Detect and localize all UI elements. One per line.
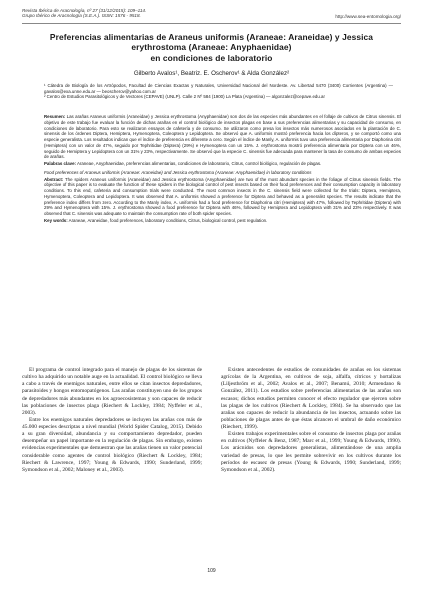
english-title: Food preferences of Araneus uniformis (Araneae: Araneidae) and Jessica erythrostoma (Araneae: Anyphaenidae) in laboratory conditions [44,169,312,175]
abstract-heading: Abstract: [44,176,64,182]
abstract-text: The spiders Araneus uniformis (Araneidae) and Jessica erythrostoma (Anyphaenidae) are two of the most abundant species in the foliage of Citrus sinensis fields. The objective of this paper is to evaluate the function of these spiders in the biological control of pest insects based on their food preferences and their consumption capacity in laboratory conditions. To this end, cafeteria and consumption trials were conducted. The most common insects in the C. sinensis field were collected for the trials: Diptera, Hemiptera, Hymenoptera, Coleoptera and Lepidoptera. It was observed that A. uniformis showed a preference for Diptera and behaved as a generalist species. The results indicate that the preference index differs from zero. According to the Manly index, A. uniformis had a food preference for Diaphorina citri (Hemiptera) with 47%, followed by Tephritidae (Diptera) with 29% and Hymenoptera with 15%. J. erythrostoma showed a food preference for Diptera with 46%, followed by Hemiptera and Lepidoptera with 31% and 23% respectively. It was observed that C. sinensis was adequate to maintain the consumption rate of both spider species. [44,176,402,216]
resumen-heading: Resumen: [44,114,66,119]
keywords-text: Araneae, Araneidae, food preferences, laboratory conditions, Citrus, biological control, pest regulation. [68,217,268,223]
page-number: 109 [207,568,216,574]
author-list: Gilberto Avalos¹, Beatriz. E. Oscherov¹ & Alda González² [133,70,290,77]
journal-line-2: Grupo Ibérico de Aracnología (S.E.A.). ISSN: 1576 - 9518. [22,13,141,19]
palabras-clave-text: Araneae, Anyphaenidae, preferencias alimentarias, condiciones de laboratorio, Citrus, control biológico, regulación de plagas. [76,161,322,166]
journal-url[interactable]: http://www.sea-entomologia.org/ [335,14,401,19]
palabras-clave-heading: Palabras clave: [44,161,76,166]
keywords-paragraph [44,218,401,224]
body-column-right [221,367,401,474]
body-paragraph: Existen trabajos experimentales sobre el consumo de insectos plaga por arañas en cultivos (Nyffeler & Benz, 1987; Marc et al., 1999; Young & Edwards, 1990). Los arácnidos son depredadores generalistas, alimentándose de una amplia variedad de presas, lo que les permite sobrevivir en los cultivos durante los períodos de escasez de presas (Young & Edwards, 1990; Sunderland, 1999; Symondson et al., 2002). [221,431,401,473]
affiliations [44,83,393,100]
body-column-left [22,367,202,474]
body-paragraph: Existen antecedentes de estudios de comunidades de arañas en los sistemas agrícolas de la Argentina, en cultivos de soja, alfalfa, cítricos y hortalizas (Liljesthröm et al., 2002; Avalos et al., 2007; Benamú, 2010; Armendano & González, 2011). Los estudios sobre preferencias alimentarias de las arañas son escasos; dichos estudios permiten conocer el efecto regulador que ejercen sobre las plagas de los cultivos (Riechert & Lockley, 1984). Se ha observado que las arañas son capaces de reducir la abundancia de los insectos, actuando sobre las poblaciones de plagas antes de que éstas alcancen el umbral de daño económico (Riechert, 1999). [221,367,401,430]
affiliation-1: ¹ Cátedra de Biología de los Artrópodos, Facultad de Ciencias Exactas y Naturales, Universidad Nacional del Nordeste. Av. Libertad 5470 (3400) Corrientes (Argentina) — gavalos@exa.unne.edu.ar — beoscherov@yahoo.com.ar [44,83,393,94]
journal-line-1: Revista Ibérica de Aracnología, nº 27 (31/12/2015): 109–114. [22,8,147,13]
title-line-2: en condiciones de laboratorio [150,52,273,63]
resumen-paragraph [44,114,401,160]
title-line-1: Preferencias alimentarias de Araneus uniformis (Araneae: Araneidae) y Jessica erythrostoma (Araneae: Anyphaenidae) [49,32,374,53]
palabras-clave-paragraph [44,161,401,167]
header-divider [22,23,401,24]
abstract-paragraph [44,177,401,217]
resumen-text: Las arañas Araneus uniformis (Araneidae) y Jessica erythrostoma (Anyphaenidae) son dos de las especies más abundantes en el follaje de cultivos de Citrus sinensis. El objetivo de este trabajo fue evaluar la función de dichas arañas en el control biológico de insectos plagas en base a sus preferencias alimentarias y su capacidad de consumo, en condiciones de laboratorio. Para esto se realizaron ensayos de cafetería y de consumo. Se utilizaron como presa los insectos más numerosos asociados en la plantación de C. sinensis de los órdenes Diptera, Hemiptera, Hymenoptera, Coleoptera y Lepidoptera. Se observó que A. uniformis mostró preferencia hacia los dípteros, y se comportó como una especie generalista. Los resultados indican que el índice de preferencia es diferente a cero. Según el índice de Manly, A. uniformis tuvo una preferencia alimentaria por Diaphorina citri (Hemiptera) con un valor de 47%, seguido por Tephritidae (Diptera) (29%) e Hymenoptera con un 15%. J. erythrostoma mostró preferencia alimentaria por Diptera con un 46%, seguido de Hemiptera y Lepidoptera con un 31% y 23%, respectivamente. Se observó que la especie C. sinensis fue adecuada para mantener la tasa de consumo de ambas especies de arañas. [44,114,401,160]
abstract-block [44,114,401,225]
body-paragraph: El programa de control integrado para el manejo de plagas de los sistemas de cultivo ha adquirido un notable auge en la actualidad. El control biológico se lleva a cabo a través de enemigos naturales, entre ellos se citan insectos depredadores, parasitoides y hongos entomopatógenos. Las arañas constituyen uno de los grupos de depredadores más abundantes en los agroecosistemas y son capaces de reducir las poblaciones de insectos plaga (Riechert & Lockley, 1984; Nyffeler et al., 2003). [22,367,202,416]
affiliation-2: ² Centro de Estudios Parasitológicos y de Vectores (CEPAVE) (UNLP). Calle 2 Nº 584 (1900) La Plata (Argentina) — algonzalez@cepave.edu.ar [44,94,325,100]
body-paragraph: Entre los enemigos naturales depredadores se incluyen las arañas con más de 45.000 especies descriptas a nivel mundial (World Spider Catalog, 2015). Debido a su gran diversidad, abundancia y su comportamiento depredador, pueden desempeñar un papel importante en la regulación de plagas. Sin embargo, existen evidencias experimentales que demuestran que las arañas tienen un valor potencial considerable como agentes de control biológico (Riechert & Lockley, 1984; Riechert & Lawrence, 1997; Young & Edwards, 1990; Sunderland, 1999; Symondson et al., 2002; Maloney et al., 2003). [22,416,202,473]
keywords-heading: Key words: [44,217,68,223]
article-title [28,32,395,63]
running-header [22,8,401,24]
journal-citation [22,8,146,19]
